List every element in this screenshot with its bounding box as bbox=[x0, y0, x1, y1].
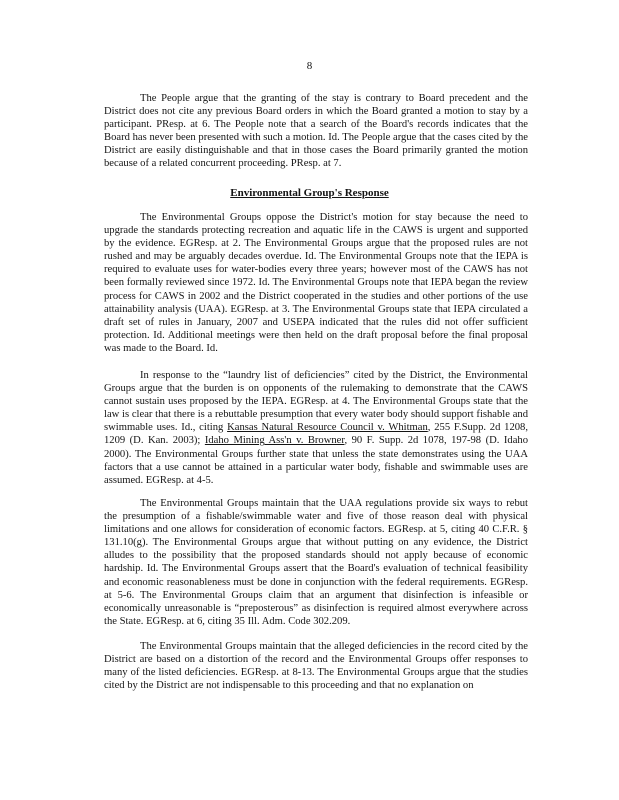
paragraph-text-segment: , 90 F. Supp. 2d 1078, 197-98 (D. Idaho 2000). The Environmental Groups further state that unless the state demonstrates using the UAA factors that a use cannot be attained in a particular water body, fishable and swimmable uses are assumed. EGResp. at 4-5. bbox=[104, 435, 528, 486]
case-citation-idaho: Idaho Mining Ass'n v. Browner bbox=[204, 435, 345, 447]
page-number: 8 bbox=[306, 60, 313, 72]
paragraph-text-segment: , 255 F.Supp. 2d 1208, 1209 (D. Kan. 2003); bbox=[104, 422, 528, 447]
paragraph-laundry-list-response bbox=[104, 369, 528, 487]
paragraph-alleged-deficiencies: The Environmental Groups maintain that the alleged deficiencies in the record cited by the District are based on a distortion of the record and the Environmental Groups offer responses to many of the listed deficiencies. EGResp. at 8-13. The Environmental Groups argue that the studies cited by the District are not indispensable to this proceeding and that no explanation on bbox=[104, 641, 528, 692]
case-citation-kansas: Kansas Natural Resource Council v. Whitman bbox=[227, 422, 428, 434]
paragraph-environmental-groups-oppose: The Environmental Groups oppose the District's motion for stay because the need to upgrade the standards protecting recreation and aquatic life in the CAWS is urgent and supported by the evidence. EGResp. at 2. The Environmental Groups argue that the proposed rules are not rushed and may be arguably decades overdue. Id. The Environmental Groups note that the IEPA is required to evaluate uses for water-bodies every three years; however most of the CAWS has not been formally reviewed since 1972. Id. The Environmental Groups note that IEPA began the review process for CAWS in 2002 and the District cooperated in the studies and other portions of the use attainability analysis (UAA). EGResp. at 3. The Environmental Groups state that IEPA circulated a draft set of rules in January, 2007 and USEPA indicated that the rules did not offer sufficient protection. Id. Additional meetings were then held on the draft proposal before the final proposal was made to the Board. Id. bbox=[104, 212, 528, 354]
paragraph-uaa-regulations: The Environmental Groups maintain that the UAA regulations provide six ways to rebut the presumption of a fishable/swimmable water and five of those reason deal with physical limitations and one allows for consideration of economic factors. EGResp. at 5, citing 40 C.F.R. § 131.10(g). The Environmental Groups argue that without putting on any evidence, the District alludes to the possibility that the proposed standards should not apply because of economic hardship. Id. The Environmental Groups assert that the Board's evaluation of technical feasibility and economic reasonableness must be done in conjunction with the federal requirements. EGResp. at 5-6. The Environmental Groups claim that an argument that disinfection is infeasible or economically unreasonable is “preposterous” as disinfection is required almost everywhere across the State. EGResp. at 6, citing 35 Ill. Adm. Code 302.209. bbox=[104, 498, 528, 627]
section-heading: Environmental Group's Response bbox=[230, 187, 389, 199]
paragraph-people-argument: The People argue that the granting of the stay is contrary to Board precedent and the District does not cite any previous Board orders in which the Board granted a motion to stay by a participant. PResp. at 6. The People note that a search of the Board's records indicates that the Board has never been presented with such a motion. Id. The People argue that the cases cited by the District are easily distinguishable and that in those cases the Board primarily granted the motion because of a related concurrent proceeding. PResp. at 7. bbox=[104, 93, 528, 170]
paragraph-text-segment: In response to the “laundry list of deficiencies” cited by the District, the Environmental Groups argue that the burden is on opponents of the rulemaking to demonstrate that the CAWS cannot sustain uses proposed by the IEPA. EGResp. at 4. The Environmental Groups state that the law is clear that there is a rebuttable presumption that every water body should support fishable and swimmable uses. Id., citing bbox=[104, 370, 528, 434]
